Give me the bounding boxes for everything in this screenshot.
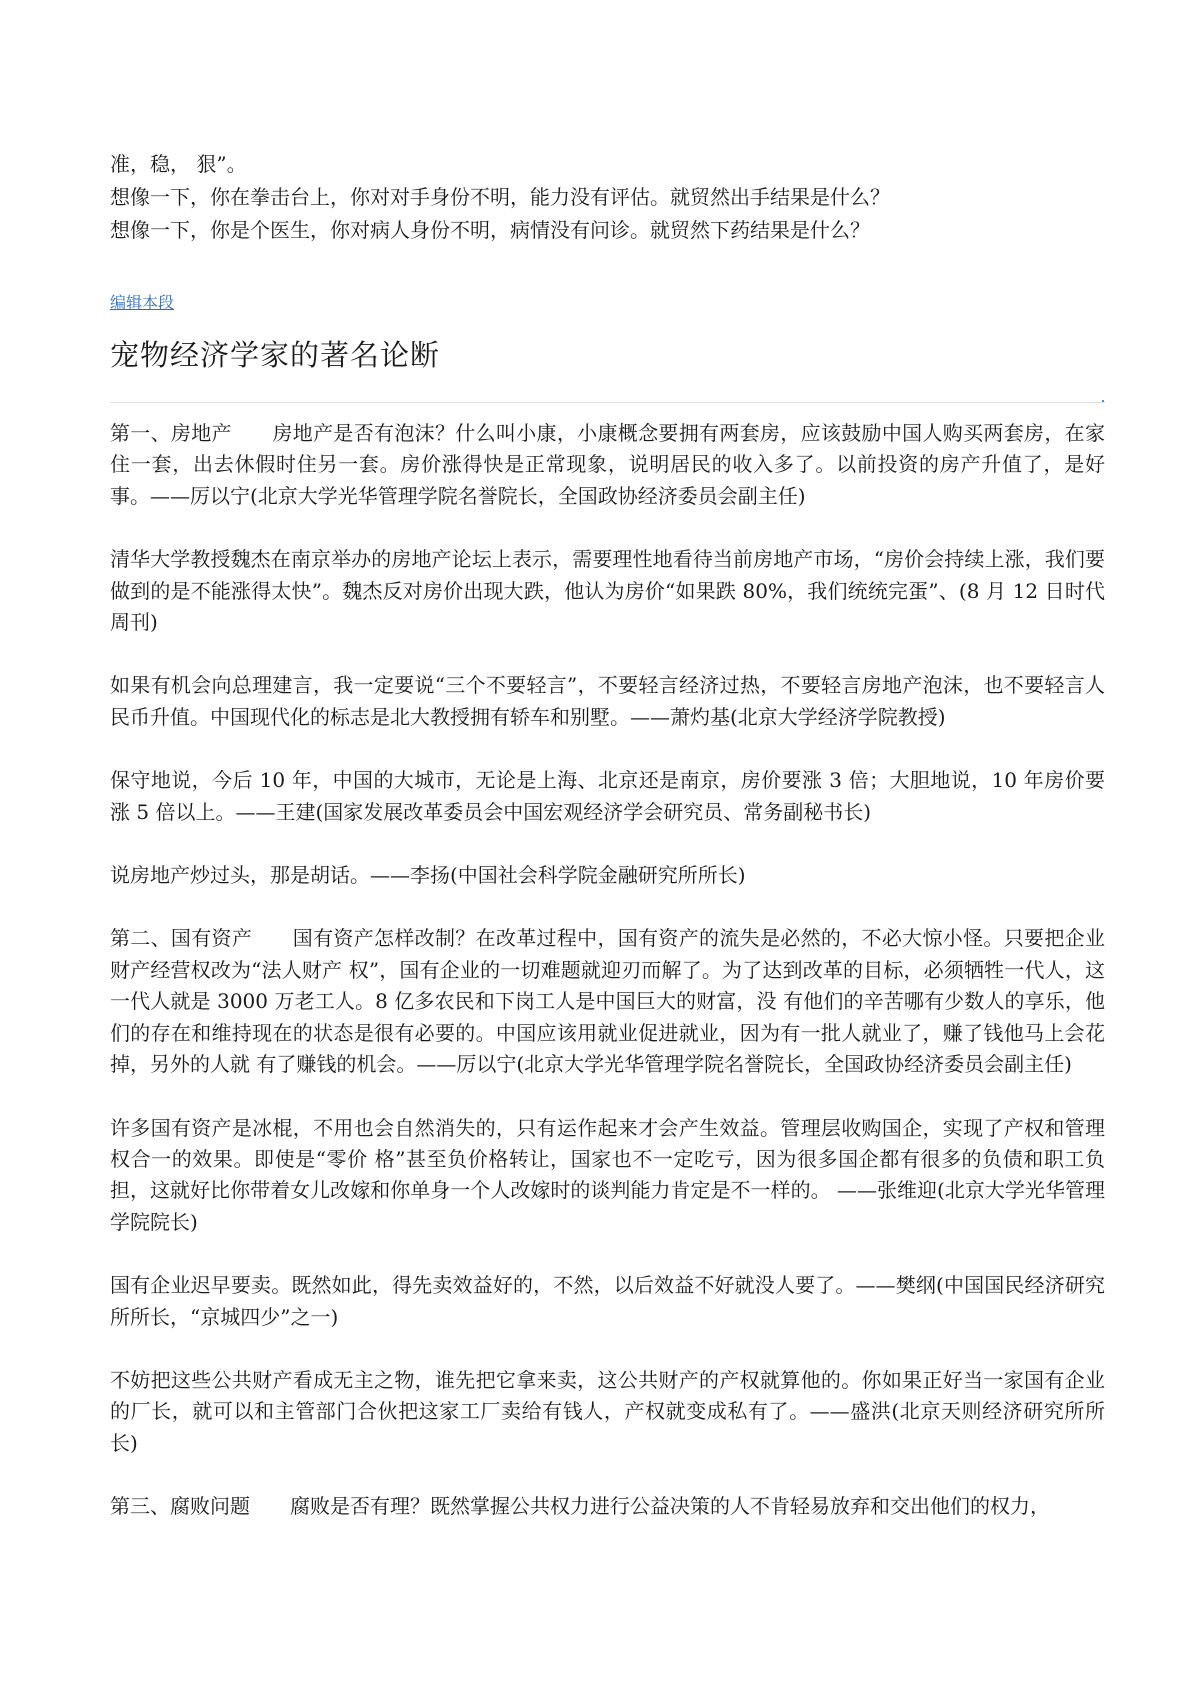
intro-line-2: 想像一下，你在拳击台上，你对对手身份不明，能力没有评估。就贸然出手结果是什么？ — [110, 185, 890, 209]
intro-line-1: 准，稳， 狠”。 — [110, 152, 247, 176]
paragraph: 保守地说，今后 10 年，中国的大城市，无论是上海、北京还是南京，房价要涨 3 倍；大胆地说，10 年房价要涨 5 倍以上。——王建(国家发展改革委员会中国宏观经济学会研究员、常务副秘书长) — [110, 768, 1105, 824]
intro-line-3: 想像一下，你是个医生，你对病人身份不明，病情没有问诊。就贸然下药结果是什么？ — [110, 218, 870, 242]
paragraph: 第二、国有资产 国有资产怎样改制？在改革过程中，国有资产的流失是必然的，不必大惊小怪。只要把企业财产经营权改为“法人财产 权”，国有企业的一切难题就迎刃而解了。为了达到改革的目标，必须牺牲一代人，这一代人就是 3000 万老工人。8 亿多农民和下岗工人是中国巨大的财富，没 有他们的辛苦哪有少数人的享乐，他们的存在和维持现在的状态是很有必要的。中国应该用就业促进就业，因为有一批人就业了，赚了钱他马上会花掉，另外的人就 有了赚钱的机会。——厉以宁(北京大学光华管理学院名誉院长，全国政协经济委员会副主任) — [110, 926, 1105, 1077]
paragraph: 清华大学教授魏杰在南京举办的房地产论坛上表示，需要理性地看待当前房地产市场，“房价会持续上涨，我们要做到的是不能涨得太快”。魏杰反对房价出现大跌，他认为房价“如果跌 80%，我们统统完蛋”、(8 月 12 日时代周刊) — [110, 547, 1105, 635]
intro-block — [110, 148, 1105, 247]
paragraph: 不妨把这些公共财产看成无主之物，谁先把它拿来卖，这公共财产的产权就算他的。你如果正好当一家国有企业的厂长，就可以和主管部门合伙把这家工厂卖给有钱人，产权就变成私有了。——盛洪(北京天则经济研究所所长) — [110, 1367, 1105, 1455]
section-title: 宠物经济学家的著名论断 — [110, 338, 441, 372]
paragraph: 第一、房地产 房地产是否有泡沫？什么叫小康，小康概念要拥有两套房，应该鼓励中国人购买两套房，在家住一套，出去休假时住另一套。房价涨得快是正常现象，说明居民的收入多了。以前投资的房产升值了，是好事。——厉以宁(北京大学光华管理学院名誉院长，全国政协经济委员会副主任) — [110, 421, 1105, 508]
paragraph: 第三、腐败问题 腐败是否有理？既然掌握公共权力进行公益决策的人不肯轻易放弃和交出他们的权力， — [110, 1494, 1050, 1519]
paragraph: 如果有机会向总理建言，我一定要说“三个不要轻言”，不要轻言经济过热，不要轻言房地产泡沫，也不要轻言人民币升值。中国现代化的标志是北大教授拥有轿车和别墅。——萧灼基(北京大学经济学院教授) — [110, 673, 1105, 729]
section-divider — [110, 402, 1105, 403]
paragraph: 许多国有资产是冰棍，不用也会自然消失的，只有运作起来才会产生效益。管理层收购国企，实现了产权和管理权合一的效果。即使是“零价 格”甚至负价格转让，国家也不一定吃亏，因为很多国企都有很多的负债和职工负担，这就好比你带着女儿改嫁和你单身一个人改嫁时的谈判能力肯定是不一样的。 ——张维迎(北京大学光华管理学院院长) — [110, 1115, 1105, 1234]
paragraph: 说房地产炒过头，那是胡话。——李扬(中国社会科学院金融研究所所长) — [110, 863, 746, 888]
paragraph: 国有企业迟早要卖。既然如此，得先卖效益好的，不然，以后效益不好就没人要了。——樊纲(中国国民经济研究所所长，“京城四少”之一) — [110, 1273, 1105, 1329]
edit-section-link[interactable]: 编辑本段 — [110, 293, 175, 312]
article-body — [110, 418, 1105, 1523]
divider-dot — [1102, 400, 1104, 402]
